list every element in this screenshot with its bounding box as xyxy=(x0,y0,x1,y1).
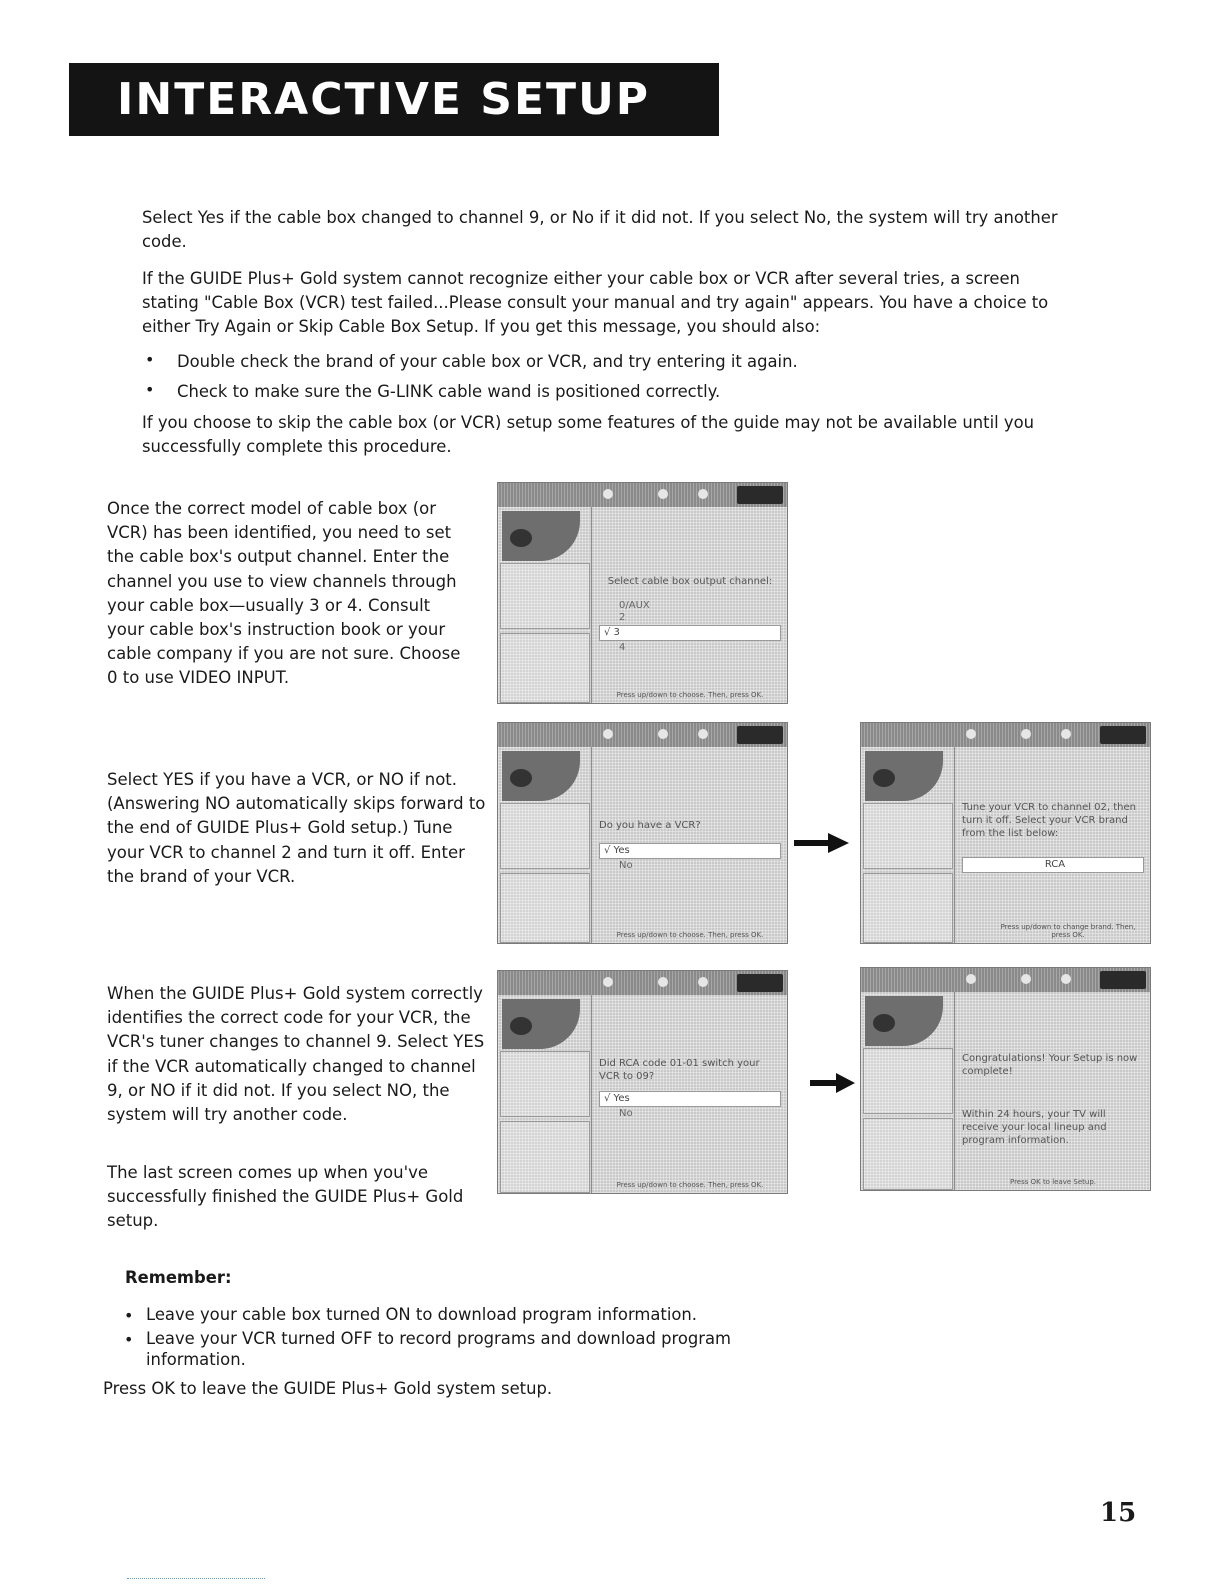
bullet-icon: • xyxy=(124,1330,134,1349)
screen-footer: Press OK to leave Setup. xyxy=(1009,1178,1097,1186)
vcr-text: Select YES if you have a VCR, or NO if not. (Answering NO automatically skips forward to the end of GUIDE Plus+ Gold setup.) Tune your VCR to channel 2 and turn it off. Enter the brand of your VCR. xyxy=(107,770,486,886)
guide-thumbnail-icon xyxy=(502,511,580,561)
arrow-right-icon xyxy=(794,832,850,854)
bullet-icon: • xyxy=(145,350,155,369)
guide-logo-icon xyxy=(737,974,783,992)
header-banner xyxy=(69,63,719,136)
screen-option: 4 xyxy=(619,642,626,653)
screen-option-selected: RCA xyxy=(962,857,1144,873)
guide-thumbnail-icon xyxy=(502,999,580,1049)
screen-option-selected: √ Yes xyxy=(599,843,781,859)
screen-option: 0/AUX xyxy=(619,600,650,611)
screen-option: No xyxy=(619,860,633,871)
guide-thumbnail-icon xyxy=(502,751,580,801)
screen-topbar xyxy=(498,483,787,507)
screen-vcr-brand xyxy=(860,722,1151,944)
guide-logo-icon xyxy=(737,726,783,744)
screen-option: No xyxy=(619,1108,633,1119)
screen-prompt: Tune your VCR to channel 02, then turn it off. Select your VCR brand from the list below: xyxy=(962,802,1137,839)
screen-output-channel xyxy=(497,482,788,704)
screen-footer: Press up/down to change brand. Then, press OK. xyxy=(1000,923,1136,939)
remember-bullet-2: Leave your VCR turned OFF to record programs and download program information. xyxy=(146,1329,732,1369)
arrow-right-icon xyxy=(810,1072,856,1094)
last-screen-text: The last screen comes up when you've successfully finished the GUIDE Plus+ Gold setup. xyxy=(107,1163,464,1231)
guide-thumbnail-icon xyxy=(865,751,943,801)
screen-topbar xyxy=(861,968,1150,992)
intro-paragraph-1: Select Yes if the cable box changed to channel 9, or No if it did not. If you select No, the system will try another code. xyxy=(142,208,1058,251)
screen-setup-complete xyxy=(860,967,1151,1191)
output-channel-text: Once the correct model of cable box (or VCR) has been identified, you need to set the cable box's output channel. Enter the channel you use to view channels through your cable box—usually 3 or 4. Consult your cable box's instruction book or your cable company if you are not sure. Choose 0 to use VIDEO INPUT. xyxy=(107,499,461,688)
screen-prompt-2: Within 24 hours, your TV will receive your local lineup and program information. xyxy=(962,1109,1107,1146)
intro-bullet-2: Check to make sure the G-LINK cable wand is positioned correctly. xyxy=(177,382,721,401)
screen-sidebar xyxy=(498,747,592,943)
intro-paragraph-2: If the GUIDE Plus+ Gold system cannot recognize either your cable box or VCR after several tries, a screen stating "Cable Box (VCR) test failed...Please consult your manual and try again" appears. You have a choice to either Try Again or Skip Cable Box Setup. If you get this message, you should also: xyxy=(142,269,1049,336)
screen-sidebar xyxy=(498,507,592,703)
guide-logo-icon xyxy=(737,486,783,504)
screen-topbar xyxy=(498,971,787,995)
bullet-icon: • xyxy=(124,1306,134,1325)
screen-have-vcr xyxy=(497,722,788,944)
remember-closing: Press OK to leave the GUIDE Plus+ Gold system setup. xyxy=(103,1379,553,1398)
screen-footer: Press up/down to choose. Then, press OK. xyxy=(616,691,764,699)
guide-logo-icon xyxy=(1100,971,1146,989)
page-number: 15 xyxy=(1100,1498,1137,1528)
intro-bullet-1: Double check the brand of your cable box or VCR, and try entering it again. xyxy=(177,352,798,371)
screen-prompt: Select cable box output channel: xyxy=(607,576,773,587)
screen-sidebar xyxy=(861,992,955,1190)
bottom-divider xyxy=(127,1578,265,1579)
screen-footer: Press up/down to choose. Then, press OK. xyxy=(616,1181,764,1189)
screen-option: 2 xyxy=(619,612,626,623)
screen-option-selected: √ Yes xyxy=(599,1091,781,1107)
guide-thumbnail-icon xyxy=(865,996,943,1046)
remember-bullet-1: Leave your cable box turned ON to download program information. xyxy=(146,1305,698,1324)
screen-prompt: Congratulations! Your Setup is now complete! xyxy=(962,1053,1138,1077)
bullet-icon: • xyxy=(145,380,155,399)
screen-topbar xyxy=(861,723,1150,747)
screen-prompt: Do you have a VCR? xyxy=(599,820,701,831)
screen-vcr-code xyxy=(497,970,788,1194)
intro-paragraph-3: If you choose to skip the cable box (or VCR) setup some features of the guide may not be available until you successfully complete this procedure. xyxy=(142,413,1035,456)
screen-footer: Press up/down to choose. Then, press OK. xyxy=(616,931,764,939)
screen-sidebar xyxy=(498,995,592,1193)
screen-topbar xyxy=(498,723,787,747)
guide-logo-icon xyxy=(1100,726,1146,744)
remember-heading: Remember: xyxy=(125,1268,232,1287)
screen-sidebar xyxy=(861,747,955,943)
screen-prompt: Did RCA code 01-01 switch your VCR to 09? xyxy=(599,1058,760,1082)
page-title: INTERACTIVE SETUP xyxy=(117,74,651,125)
vcr-code-text: When the GUIDE Plus+ Gold system correctly identifies the correct code for your VCR, the VCR's tuner changes to channel 9. Select YES if the VCR automatically changed to channel 9, or NO if it did not. If you select NO, the system will try another code. xyxy=(107,984,485,1125)
screen-option-selected: √ 3 xyxy=(599,625,781,641)
